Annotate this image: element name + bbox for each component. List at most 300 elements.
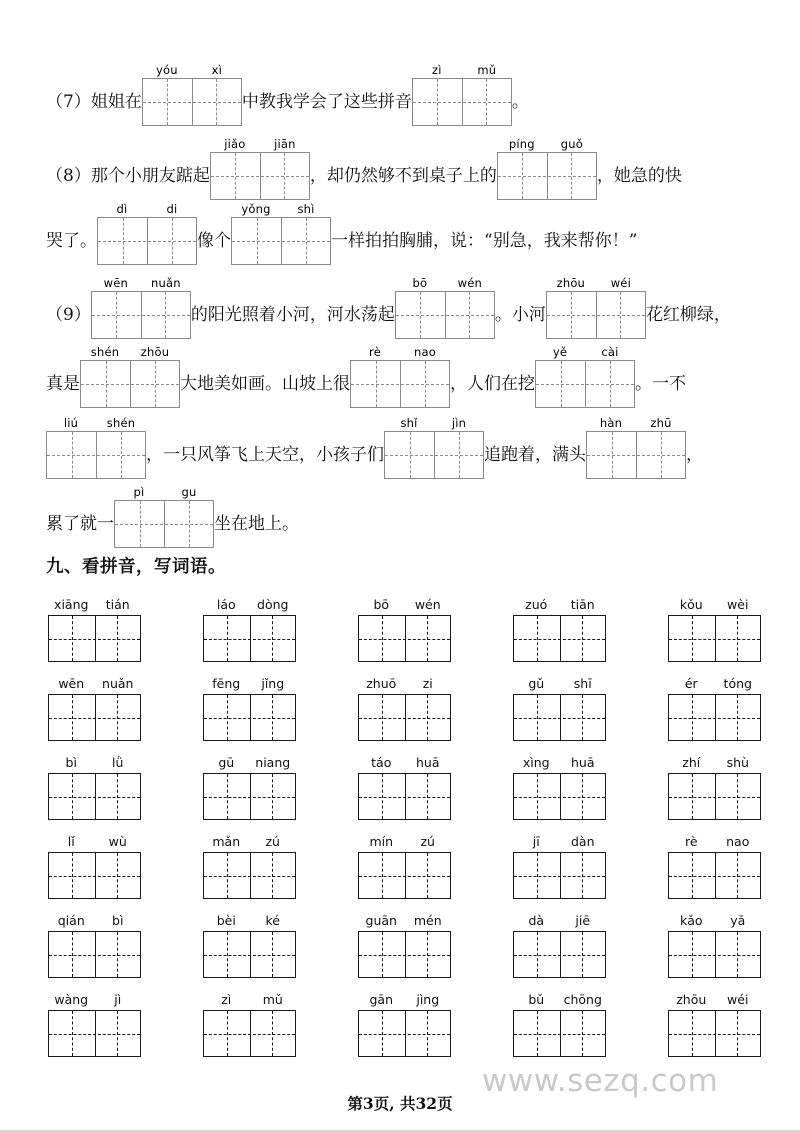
tianzige-box[interactable] bbox=[513, 615, 606, 662]
pinyin-syllable: xiāng bbox=[54, 597, 89, 612]
pinyin-syllable: bō bbox=[412, 276, 428, 290]
pinyin-syllable: gū bbox=[218, 755, 235, 770]
grid-guide-q2 bbox=[582, 853, 583, 898]
sentence-text: 的阳光照着小河，河水荡起 bbox=[190, 304, 395, 325]
grid-guide-hmid bbox=[115, 524, 213, 525]
tianzige-box[interactable] bbox=[114, 500, 214, 548]
pinyin-syllable: kǒu bbox=[679, 597, 703, 612]
grid-guide-hmid bbox=[204, 955, 295, 956]
answer-blank[interactable] bbox=[142, 63, 242, 126]
grid-guide-q1 bbox=[167, 79, 168, 125]
grid-guide-q1 bbox=[116, 292, 117, 338]
grid-guide-q2 bbox=[737, 695, 738, 740]
grid-guide-hmid bbox=[536, 384, 634, 385]
pinyin-syllable: lǐ bbox=[67, 834, 75, 849]
pinyin-syllable: niang bbox=[255, 755, 291, 770]
grid-guide-hmid bbox=[514, 718, 605, 719]
pinyin-syllable: mǔ bbox=[477, 63, 497, 77]
answer-blank[interactable] bbox=[97, 202, 197, 265]
pinyin-syllable: yě bbox=[552, 345, 568, 359]
pinyin-syllable: fēng bbox=[212, 676, 241, 691]
grid-guide-q1 bbox=[692, 932, 693, 977]
tianzige-box[interactable] bbox=[668, 1010, 761, 1057]
tianzige-box[interactable] bbox=[231, 217, 331, 265]
tianzige-box[interactable] bbox=[46, 431, 146, 479]
pinyin-hint bbox=[358, 991, 451, 1007]
grid-guide-q1 bbox=[72, 774, 73, 819]
pinyin-syllable: jì bbox=[114, 992, 122, 1007]
grid-guide-q2 bbox=[121, 432, 122, 478]
pinyin-syllable: ké bbox=[265, 913, 280, 928]
grid-guide-hmid bbox=[49, 639, 140, 640]
word-table-cell[interactable] bbox=[358, 991, 451, 1057]
grid-guide-q2 bbox=[582, 695, 583, 740]
pinyin-syllable: mǔ bbox=[262, 992, 283, 1007]
grid-guide-q2 bbox=[459, 432, 460, 478]
grid-guide-q2 bbox=[737, 774, 738, 819]
sentence-line bbox=[46, 63, 529, 126]
word-table-cell[interactable] bbox=[513, 675, 606, 741]
word-table-cell[interactable] bbox=[48, 754, 141, 820]
pinyin-syllable: bèi bbox=[216, 913, 236, 928]
sentence-text: 真是 bbox=[46, 373, 80, 394]
tianzige-box[interactable] bbox=[668, 694, 761, 741]
grid-guide-hmid bbox=[413, 102, 511, 103]
pinyin-syllable: xì bbox=[211, 63, 223, 77]
grid-guide-q2 bbox=[427, 1011, 428, 1056]
pinyin-hint bbox=[97, 202, 197, 216]
pinyin-syllable: zì bbox=[221, 992, 232, 1007]
grid-guide-hmid bbox=[204, 639, 295, 640]
grid-guide-q1 bbox=[382, 695, 383, 740]
word-table-cell[interactable] bbox=[668, 596, 761, 662]
tianzige-box[interactable] bbox=[350, 360, 450, 408]
tianzige-box[interactable] bbox=[668, 773, 761, 820]
pinyin-syllable: shì bbox=[297, 202, 315, 216]
pinyin-syllable: huā bbox=[415, 755, 440, 770]
grid-guide-q1 bbox=[692, 774, 693, 819]
pinyin-hint bbox=[513, 833, 606, 849]
grid-guide-q1 bbox=[140, 501, 141, 547]
tianzige-box[interactable] bbox=[412, 78, 512, 126]
tianzige-box[interactable] bbox=[668, 852, 761, 899]
tianzige-box[interactable] bbox=[586, 431, 686, 479]
pinyin-syllable: yā bbox=[730, 913, 746, 928]
grid-guide-hmid bbox=[143, 102, 241, 103]
grid-guide-q2 bbox=[620, 292, 621, 338]
pinyin-syllable: wéi bbox=[610, 276, 631, 290]
tianzige-box[interactable] bbox=[48, 773, 141, 820]
tianzige-box[interactable] bbox=[513, 773, 606, 820]
word-table-cell[interactable] bbox=[513, 833, 606, 899]
grid-guide-hmid bbox=[669, 718, 760, 719]
grid-guide-q2 bbox=[117, 695, 118, 740]
answer-blank[interactable] bbox=[384, 416, 484, 479]
grid-guide-hmid bbox=[81, 384, 179, 385]
grid-guide-q2 bbox=[427, 774, 428, 819]
grid-guide-hmid bbox=[232, 241, 330, 242]
sentence-text: （7）姐姐在 bbox=[46, 91, 142, 112]
grid-guide-hmid bbox=[514, 797, 605, 798]
pinyin-syllable: hàn bbox=[599, 416, 623, 430]
grid-guide-hmid bbox=[211, 176, 309, 177]
pinyin-syllable: bō bbox=[373, 597, 390, 612]
pinyin-syllable: jī bbox=[532, 834, 540, 849]
pinyin-syllable: láo bbox=[216, 597, 236, 612]
word-table-cell[interactable] bbox=[203, 754, 296, 820]
pinyin-syllable: zhū bbox=[650, 416, 672, 430]
tianzige-box[interactable] bbox=[358, 694, 451, 741]
grid-guide-q1 bbox=[522, 153, 523, 199]
word-table-cell[interactable] bbox=[668, 991, 761, 1057]
pinyin-hint bbox=[142, 63, 242, 77]
pinyin-syllable: dì bbox=[116, 202, 128, 216]
grid-guide-q2 bbox=[427, 695, 428, 740]
word-table-cell[interactable] bbox=[668, 675, 761, 741]
word-table-cell[interactable] bbox=[203, 991, 296, 1057]
pinyin-syllable: píng bbox=[508, 137, 535, 151]
page-footer: 第3页, 共32页 bbox=[347, 1094, 453, 1113]
grid-guide-q1 bbox=[382, 1011, 383, 1056]
grid-guide-q2 bbox=[661, 432, 662, 478]
sentence-text: ，一只风筝飞上天空，小孩子们 bbox=[146, 444, 384, 465]
pinyin-syllable: bì bbox=[65, 755, 77, 770]
pinyin-hint bbox=[668, 912, 761, 928]
tianzige-box[interactable] bbox=[513, 1010, 606, 1057]
pinyin-syllable: bì bbox=[112, 913, 124, 928]
word-table-cell[interactable] bbox=[358, 675, 451, 741]
grid-guide-q1 bbox=[227, 695, 228, 740]
sentence-line bbox=[46, 137, 682, 200]
answer-blank[interactable] bbox=[395, 276, 495, 339]
pinyin-syllable: shī bbox=[573, 676, 592, 691]
grid-guide-q2 bbox=[582, 932, 583, 977]
grid-guide-q2 bbox=[172, 218, 173, 264]
grid-guide-q1 bbox=[561, 361, 562, 407]
grid-guide-hmid bbox=[359, 876, 450, 877]
pinyin-hint bbox=[497, 137, 597, 151]
word-table-cell[interactable] bbox=[203, 833, 296, 899]
pinyin-syllable: zuó bbox=[525, 597, 548, 612]
sentence-text: 坐在地上。 bbox=[214, 513, 299, 534]
answer-blank[interactable] bbox=[586, 416, 686, 479]
tianzige-box[interactable] bbox=[546, 291, 646, 339]
grid-guide-q2 bbox=[272, 853, 273, 898]
grid-guide-q2 bbox=[272, 616, 273, 661]
pinyin-syllable: jìng bbox=[416, 992, 440, 1007]
word-table-cell[interactable] bbox=[48, 833, 141, 899]
pinyin-hint bbox=[668, 991, 761, 1007]
word-table-cell[interactable] bbox=[513, 912, 606, 978]
grid-guide-q2 bbox=[272, 695, 273, 740]
pinyin-syllable: shén bbox=[106, 416, 136, 430]
grid-guide-hmid bbox=[669, 955, 760, 956]
grid-guide-q1 bbox=[537, 932, 538, 977]
word-table-cell[interactable] bbox=[668, 912, 761, 978]
pinyin-hint bbox=[203, 596, 296, 612]
grid-guide-q2 bbox=[427, 853, 428, 898]
grid-guide-q1 bbox=[227, 932, 228, 977]
grid-guide-hmid bbox=[514, 955, 605, 956]
word-table-cell[interactable] bbox=[668, 754, 761, 820]
grid-guide-hmid bbox=[49, 955, 140, 956]
tianzige-box[interactable] bbox=[97, 217, 197, 265]
grid-guide-q1 bbox=[227, 853, 228, 898]
word-table-cell[interactable] bbox=[668, 833, 761, 899]
sentence-text: ，她急的快 bbox=[596, 165, 682, 186]
pinyin-hint bbox=[513, 912, 606, 928]
grid-guide-hmid bbox=[359, 955, 450, 956]
sentence-text: 像个 bbox=[197, 230, 231, 251]
pinyin-syllable: zi bbox=[422, 676, 433, 691]
sentence-text: 大地美如画。山坡上很 bbox=[180, 373, 350, 394]
grid-guide-hmid bbox=[204, 797, 295, 798]
grid-guide-q2 bbox=[117, 616, 118, 661]
grid-guide-q2 bbox=[469, 292, 470, 338]
grid-guide-q2 bbox=[165, 292, 166, 338]
answer-blank[interactable] bbox=[535, 345, 635, 408]
tianzige-box[interactable] bbox=[203, 1010, 296, 1057]
grid-guide-hmid bbox=[204, 1034, 295, 1035]
pinyin-hint bbox=[513, 991, 606, 1007]
word-table-cell[interactable] bbox=[513, 991, 606, 1057]
word-table-cell[interactable] bbox=[358, 754, 451, 820]
tianzige-box[interactable] bbox=[668, 615, 761, 662]
grid-guide-hmid bbox=[49, 718, 140, 719]
pinyin-hint bbox=[91, 276, 191, 290]
tianzige-box[interactable] bbox=[210, 152, 310, 200]
grid-guide-q2 bbox=[306, 218, 307, 264]
grid-guide-q1 bbox=[235, 153, 236, 199]
word-table-cell[interactable] bbox=[48, 912, 141, 978]
pinyin-syllable: wēn bbox=[58, 676, 85, 691]
pinyin-hint bbox=[350, 345, 450, 359]
grid-guide-q1 bbox=[382, 853, 383, 898]
grid-guide-q1 bbox=[692, 616, 693, 661]
pinyin-hint bbox=[513, 754, 606, 770]
grid-guide-hmid bbox=[514, 876, 605, 877]
pinyin-hint bbox=[586, 416, 686, 430]
grid-guide-q1 bbox=[123, 218, 124, 264]
pinyin-syllable: shén bbox=[90, 345, 120, 359]
answer-blank[interactable] bbox=[231, 202, 331, 265]
grid-guide-q2 bbox=[216, 79, 217, 125]
pinyin-syllable: zhōu bbox=[676, 992, 707, 1007]
grid-guide-q1 bbox=[227, 774, 228, 819]
pinyin-syllable: rè bbox=[369, 345, 381, 359]
answer-blank[interactable] bbox=[350, 345, 450, 408]
pinyin-syllable: mín bbox=[369, 834, 394, 849]
pinyin-syllable: tián bbox=[105, 597, 130, 612]
tianzige-box[interactable] bbox=[80, 360, 180, 408]
grid-guide-q1 bbox=[537, 616, 538, 661]
sentence-text: 。小河 bbox=[494, 304, 546, 325]
word-table-cell[interactable] bbox=[513, 596, 606, 662]
word-table-cell[interactable] bbox=[48, 675, 141, 741]
tianzige-box[interactable] bbox=[358, 615, 451, 662]
grid-guide-hmid bbox=[98, 241, 196, 242]
grid-guide-q1 bbox=[692, 695, 693, 740]
grid-guide-q2 bbox=[610, 361, 611, 407]
pinyin-syllable: wèi bbox=[727, 597, 749, 612]
tianzige-box[interactable] bbox=[203, 931, 296, 978]
word-table-cell[interactable] bbox=[203, 596, 296, 662]
pinyin-syllable: kǎo bbox=[679, 913, 703, 928]
pinyin-hint bbox=[668, 675, 761, 691]
answer-blank[interactable] bbox=[114, 485, 214, 548]
grid-guide-hmid bbox=[669, 639, 760, 640]
tianzige-box[interactable] bbox=[395, 291, 495, 339]
pinyin-syllable: di bbox=[166, 202, 178, 216]
tianzige-box[interactable] bbox=[203, 615, 296, 662]
pinyin-syllable: wén bbox=[457, 276, 483, 290]
grid-guide-q1 bbox=[537, 695, 538, 740]
pinyin-syllable: zì bbox=[432, 63, 442, 77]
tianzige-box[interactable] bbox=[358, 931, 451, 978]
grid-guide-hmid bbox=[396, 315, 494, 316]
grid-guide-hmid bbox=[204, 876, 295, 877]
pinyin-hint bbox=[395, 276, 495, 290]
grid-guide-hmid bbox=[47, 455, 145, 456]
pinyin-syllable: nao bbox=[414, 345, 436, 359]
pinyin-syllable: huā bbox=[570, 755, 595, 770]
tianzige-box[interactable] bbox=[497, 152, 597, 200]
grid-guide-hmid bbox=[587, 455, 685, 456]
pinyin-hint bbox=[668, 833, 761, 849]
grid-guide-q2 bbox=[272, 774, 273, 819]
pinyin-syllable: qián bbox=[57, 913, 85, 928]
grid-guide-q2 bbox=[582, 774, 583, 819]
tianzige-box[interactable] bbox=[535, 360, 635, 408]
pinyin-syllable: mǎn bbox=[212, 834, 241, 849]
pinyin-syllable: wéi bbox=[727, 992, 749, 1007]
tianzige-box[interactable] bbox=[48, 694, 141, 741]
pinyin-syllable: jǐng bbox=[261, 676, 285, 691]
pinyin-syllable: rè bbox=[684, 834, 698, 849]
grid-guide-q1 bbox=[227, 616, 228, 661]
answer-blank[interactable] bbox=[46, 416, 146, 479]
answer-blank[interactable] bbox=[497, 137, 597, 200]
word-table-cell[interactable] bbox=[358, 596, 451, 662]
word-table-cell[interactable] bbox=[203, 675, 296, 741]
sentence-text: ，却仍然够不到桌子上的 bbox=[309, 165, 497, 186]
pinyin-hint bbox=[210, 137, 310, 151]
pinyin-hint bbox=[114, 485, 214, 499]
pinyin-syllable: táo bbox=[371, 755, 392, 770]
section-heading-nine: 九、看拼音，写词语。 bbox=[46, 557, 226, 577]
grid-guide-q1 bbox=[537, 853, 538, 898]
site-watermark: www.sezq.com bbox=[482, 1063, 719, 1099]
answer-blank[interactable] bbox=[210, 137, 310, 200]
pinyin-hint bbox=[231, 202, 331, 216]
tianzige-box[interactable] bbox=[203, 852, 296, 899]
pinyin-hint bbox=[513, 596, 606, 612]
tianzige-box[interactable] bbox=[358, 1010, 451, 1057]
answer-blank[interactable] bbox=[546, 276, 646, 339]
pinyin-syllable: xìng bbox=[522, 755, 550, 770]
sentence-text: ， bbox=[686, 444, 703, 465]
tianzige-box[interactable] bbox=[48, 1010, 141, 1057]
tianzige-box[interactable] bbox=[48, 931, 141, 978]
tianzige-box[interactable] bbox=[513, 931, 606, 978]
sentence-line bbox=[46, 485, 299, 548]
pinyin-syllable: dà bbox=[528, 913, 545, 928]
grid-guide-hmid bbox=[359, 639, 450, 640]
pinyin-hint bbox=[48, 991, 141, 1007]
grid-guide-q1 bbox=[437, 79, 438, 125]
tianzige-box[interactable] bbox=[384, 431, 484, 479]
grid-guide-hmid bbox=[498, 176, 596, 177]
pinyin-hint bbox=[48, 754, 141, 770]
pinyin-syllable: chōng bbox=[563, 992, 602, 1007]
answer-blank[interactable] bbox=[412, 63, 512, 126]
word-table-cell[interactable] bbox=[513, 754, 606, 820]
word-table-cell[interactable] bbox=[48, 991, 141, 1057]
pinyin-syllable: wù bbox=[108, 834, 127, 849]
word-table-cell[interactable] bbox=[358, 912, 451, 978]
grid-guide-q1 bbox=[382, 932, 383, 977]
pinyin-syllable: gān bbox=[369, 992, 394, 1007]
grid-guide-q2 bbox=[117, 932, 118, 977]
pinyin-syllable: zú bbox=[420, 834, 435, 849]
tianzige-box[interactable] bbox=[358, 773, 451, 820]
pinyin-syllable: zhōu bbox=[140, 345, 170, 359]
tianzige-box[interactable] bbox=[203, 694, 296, 741]
sentence-line bbox=[46, 276, 731, 339]
grid-guide-q2 bbox=[582, 1011, 583, 1056]
sentence-text: （8）那个小朋友踮起 bbox=[46, 165, 210, 186]
sentence-text: 追跑着，满头 bbox=[484, 444, 586, 465]
word-table-cell[interactable] bbox=[203, 912, 296, 978]
grid-guide-q1 bbox=[257, 218, 258, 264]
pinyin-hint bbox=[513, 675, 606, 691]
grid-guide-q1 bbox=[410, 432, 411, 478]
grid-guide-hmid bbox=[669, 876, 760, 877]
grid-guide-q2 bbox=[272, 932, 273, 977]
grid-guide-q1 bbox=[106, 361, 107, 407]
pinyin-hint bbox=[358, 596, 451, 612]
pinyin-syllable: wàng bbox=[54, 992, 89, 1007]
word-table-cell[interactable] bbox=[358, 833, 451, 899]
answer-blank[interactable] bbox=[91, 276, 191, 339]
sentence-text: 累了就一 bbox=[46, 513, 114, 534]
pinyin-syllable: bǔ bbox=[528, 992, 545, 1007]
tianzige-box[interactable] bbox=[513, 852, 606, 899]
tianzige-box[interactable] bbox=[91, 291, 191, 339]
tianzige-box[interactable] bbox=[668, 931, 761, 978]
grid-guide-hmid bbox=[385, 455, 483, 456]
tianzige-box[interactable] bbox=[203, 773, 296, 820]
grid-guide-q1 bbox=[537, 1011, 538, 1056]
pinyin-hint bbox=[358, 912, 451, 928]
tianzige-box[interactable] bbox=[358, 852, 451, 899]
pinyin-hint bbox=[203, 833, 296, 849]
pinyin-hint bbox=[203, 912, 296, 928]
tianzige-box[interactable] bbox=[513, 694, 606, 741]
tianzige-box[interactable] bbox=[48, 615, 141, 662]
pinyin-syllable: jìn bbox=[451, 416, 467, 430]
grid-guide-q2 bbox=[737, 853, 738, 898]
grid-guide-hmid bbox=[547, 315, 645, 316]
tianzige-box[interactable] bbox=[142, 78, 242, 126]
pinyin-hint bbox=[358, 754, 451, 770]
answer-blank[interactable] bbox=[80, 345, 180, 408]
word-table-cell[interactable] bbox=[48, 596, 141, 662]
grid-guide-hmid bbox=[669, 1034, 760, 1035]
pinyin-syllable: jiē bbox=[575, 913, 591, 928]
tianzige-box[interactable] bbox=[48, 852, 141, 899]
grid-guide-q2 bbox=[737, 932, 738, 977]
